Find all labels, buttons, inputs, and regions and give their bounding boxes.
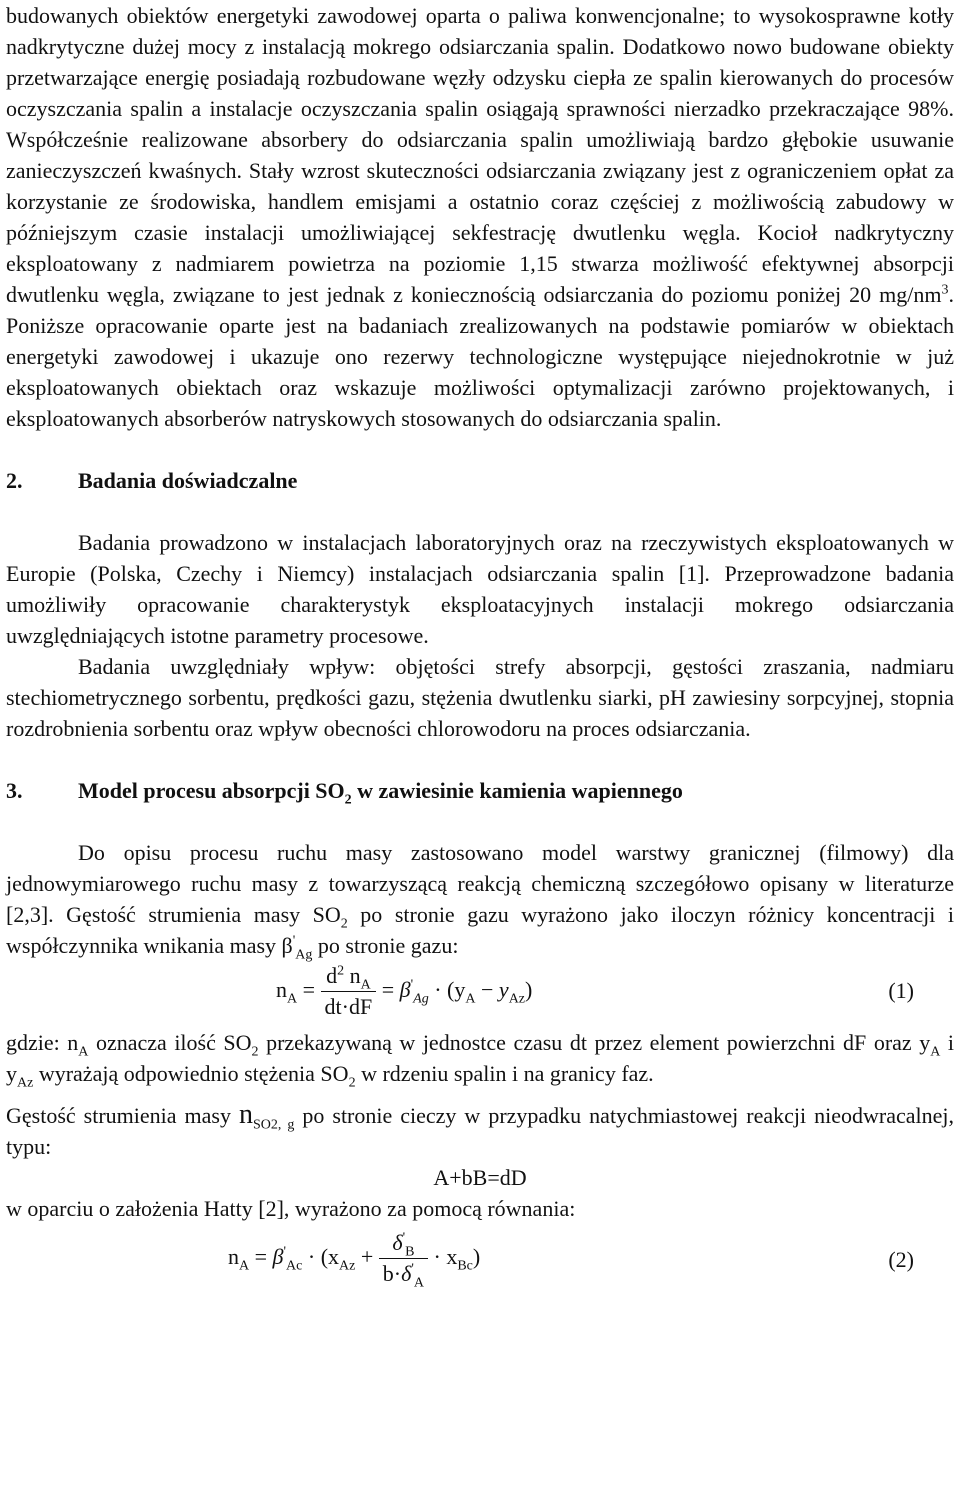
paragraph-definitions xyxy=(6,1027,954,1089)
reaction-equation: A+bB=dD xyxy=(433,1165,527,1190)
equation-fraction: $\frac{d^2 n_A}{dt\cdot dF}$ xyxy=(321,961,377,1022)
section-title-end: w zawiesinie kamienia wapiennego xyxy=(351,778,683,803)
paragraph-intro-text: budowanych obiektów energetyki zawodowej oparta o paliwa konwencjonalne; to wysokosprawne kotły nadkrytyczne dużej mocy z instalacją mokrego odsiarczania spalin. Dodatkowo nowo budowane obiekty przetwarzające energię posiadają rozbudowane węzły odzysku ciepła ze spalin kierowanych do procesów oczyszczania spalin a instalacje oczyszczania spalin osiągają sprawności nierzadko przekraczające 98%. Współcześnie realizowane absorbery do odsiarczania spalin umożliwiają bardzo głębokie usuwanie zanieczyszczeń kwaśnych. Stały wzrost skuteczności odsiarczania związany jest z ograniczeniem opłat za korzystanie ze środowiska, handlem emisjami a ostatnio coraz częściej z możliwością zabudowy w późniejszym czasie instalacji umożliwiającej sekfestrację dwutlenku węgla. Kocioł nadkrytyczny eksploatowany z nadmiarem powietrza na poziomie 1,15 stwarza możliwość efektywnej absorpcji dwutlenku węgla, związane to jest jednak z koniecznością odsiarczania do poziomu poniżej 20 mg/nm xyxy=(6,3,954,307)
paragraph-model xyxy=(6,837,954,961)
text: po stronie gazu: xyxy=(312,933,459,958)
subscript: 2 xyxy=(340,916,348,932)
subscript: Ag xyxy=(295,947,313,963)
text: Gęstość strumienia masy xyxy=(6,1103,239,1128)
superscript: 3 xyxy=(941,282,949,298)
equation-1-body xyxy=(276,961,532,1022)
text: Do opisu procesu ruchu masy zastosowano model warstwy granicznej (filmowy) dla jednowymiarowego ruchu masy z towarzyszącą reakcją chemiczną szczegółowo opisany w literaturze [2,3]. Gęstość strumienia masy SO xyxy=(6,840,954,927)
text: gdzie: n xyxy=(6,1030,79,1055)
subscript: A xyxy=(78,1044,89,1060)
text: wyrażają odpowiednio stężenia SO xyxy=(33,1061,349,1086)
section-number: 3. xyxy=(6,778,23,803)
superscript: ' xyxy=(292,933,296,949)
equation-lhs: $n_A = \beta'_{Ac} \cdot (x_{Az}$ + xyxy=(228,1243,374,1273)
equation-rhs: = $\beta'_{Ag} \cdot (y_A - y_{Az})$ xyxy=(381,976,533,1006)
section-heading-2 xyxy=(6,465,954,496)
text: przekazywaną w jednostce czasu dt przez element powierzchni dF oraz y xyxy=(258,1030,931,1055)
equation-rhs: · $x_{Bc}$) xyxy=(433,1243,481,1273)
section-title: Badania doświadczalne xyxy=(78,468,298,493)
subscript: 2 xyxy=(348,1075,356,1091)
equation-2-body xyxy=(228,1228,480,1289)
subscript: 2 xyxy=(344,792,352,808)
equation-1 xyxy=(6,961,954,1027)
equation-fraction: $\frac{\delta'_B}{b\cdot\delta'_A}$ xyxy=(379,1228,428,1289)
equation-2-number: (2) xyxy=(888,1247,914,1272)
subscript: A xyxy=(930,1044,941,1060)
section-title: Model procesu absorpcji SO xyxy=(78,778,345,803)
section-number: 2. xyxy=(6,468,23,493)
paragraph-intro xyxy=(6,0,954,434)
paragraph-liquid-side xyxy=(6,1099,954,1162)
text: oznacza ilość SO xyxy=(88,1030,252,1055)
equation-lhs: $n_A$ = xyxy=(276,976,316,1006)
text: po stronie gazu wyrażono jako iloczyn różnicy koncentracji i współczynnika wnikania masy β xyxy=(6,902,954,958)
text: w rdzeniu spalin i na granicy faz. xyxy=(355,1061,654,1086)
text: po stronie cieczy w przypadku natychmiastowej reakcji nieodwracalnej, typu: xyxy=(6,1103,954,1159)
paragraph-intro-end: . Poniższe opracowanie oparte jest na badaniach zrealizowanych na podstawie pomiarów w obiektach energetyki zawodowej i ukazuje ono rezerwy technologiczne występujące niejednokrotnie w już eksploatowanych obiektach oraz wskazuje możliwości optymalizacji zarówno projektowanych, i eksploatowanych absorberów natryskowych stosowanych do odsiarczania spalin. xyxy=(6,282,954,431)
equation-2 xyxy=(6,1224,954,1304)
paragraph-hatta: w oparciu o założenia Hatty [2], wyrażono za pomocą równania: xyxy=(6,1196,576,1221)
section-heading-3 xyxy=(6,775,954,806)
paragraph-factors: Badania uwzględniały wpływ: objętości strefy absorpcji, gęstości zraszania, nadmiaru stechiometrycznego sorbentu, prędkości gazu, stężenia dwutlenku siarki, pH zawiesiny sorpcyjnej, stopnia rozdrobnienia sorbentu oraz wpływ obecności chlorowodoru na proces odsiarczania. xyxy=(6,654,954,741)
text: i y xyxy=(6,1030,954,1086)
symbol-n: n xyxy=(238,1099,253,1130)
paragraph-research: Badania prowadzono w instalacjach laboratoryjnych oraz na rzeczywistych eksploatowanych w Europie (Polska, Czechy i Niemcy) instalacjach odsiarczania spalin [1]. Przeprowadzone badania umożliwiły opracowanie charakterystyk eksploatacyjnych instalacji mokrego odsiarczania uwzględniających istotne parametry procesowe. xyxy=(6,530,954,648)
equation-1-number: (1) xyxy=(888,978,914,1003)
subscript: Az xyxy=(17,1075,34,1091)
subscript: SO2, g xyxy=(252,1117,295,1133)
subscript: 2 xyxy=(251,1044,259,1060)
